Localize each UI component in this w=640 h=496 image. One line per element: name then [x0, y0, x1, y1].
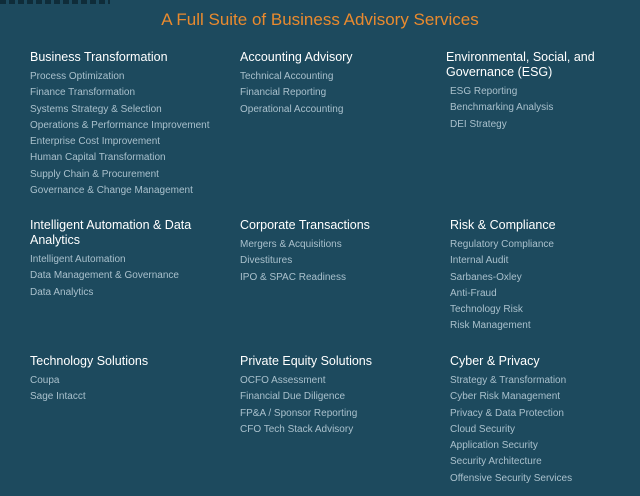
section-esg	[446, 50, 616, 133]
service-link[interactable]: Coupa	[30, 375, 60, 386]
service-link[interactable]: Strategy & Transformation	[450, 375, 567, 386]
service-link[interactable]: FP&A / Sponsor Reporting	[240, 407, 358, 419]
service-link[interactable]: Sage Intacct	[30, 391, 86, 403]
section-private-equity	[236, 354, 426, 438]
service-link[interactable]: Cloud Security	[450, 423, 516, 435]
service-link[interactable]: Operations & Performance Improvement	[30, 119, 210, 131]
section-heading: Business Transformation	[30, 50, 168, 64]
service-link[interactable]: Human Capital Transformation	[30, 152, 166, 164]
service-link[interactable]: Offensive Security Services	[450, 472, 573, 484]
service-link[interactable]: Security Architecture	[450, 456, 542, 468]
section-risk-compliance	[446, 218, 636, 335]
service-link[interactable]: Application Security	[450, 440, 538, 452]
section-heading	[442, 50, 616, 80]
service-link[interactable]: Finance Transformation	[30, 87, 136, 99]
section-heading-text: Environmental, Social, and Governance (ESG)	[446, 50, 595, 79]
service-link[interactable]: Regulatory Compliance	[450, 239, 554, 250]
section-corporate-transactions	[236, 218, 426, 286]
service-link[interactable]: Technical Accounting	[240, 71, 334, 82]
section-heading: Private Equity Solutions	[240, 354, 373, 368]
section-heading: Cyber & Privacy	[450, 354, 540, 368]
service-link[interactable]: Governance & Change Management	[30, 185, 193, 197]
page-title: A Full Suite of Business Advisory Services	[161, 10, 479, 29]
section-heading: Accounting Advisory	[240, 50, 353, 64]
section-heading: Corporate Transactions	[240, 218, 370, 232]
service-link[interactable]: Anti-Fraud	[450, 287, 497, 299]
service-link[interactable]: Financial Due Diligence	[240, 391, 346, 403]
section-business-transformation	[26, 50, 216, 199]
service-link[interactable]: Data Management & Governance	[30, 270, 179, 282]
service-link[interactable]: Technology Risk	[450, 304, 523, 316]
service-link[interactable]: Divestitures	[240, 255, 293, 267]
service-link[interactable]: Mergers & Acquisitions	[240, 239, 342, 250]
service-link[interactable]: IPO & SPAC Readiness	[240, 271, 346, 283]
section-heading: Technology Solutions	[30, 354, 149, 368]
service-link[interactable]: Cyber Risk Management	[450, 391, 561, 403]
service-link[interactable]: Benchmarking Analysis	[450, 102, 554, 114]
top-cropped-strip	[0, 0, 110, 4]
service-link[interactable]: Risk Management	[450, 320, 531, 332]
section-heading-text: Intelligent Automation & Data Analytics	[30, 218, 192, 247]
section-heading: Risk & Compliance	[450, 218, 556, 232]
service-link[interactable]: OCFO Assessment	[240, 375, 326, 386]
service-link[interactable]: Financial Reporting	[240, 87, 327, 99]
service-link[interactable]: Data Analytics	[30, 286, 94, 298]
service-link[interactable]: Intelligent Automation	[30, 254, 126, 265]
section-technology-solutions	[26, 354, 216, 406]
service-link[interactable]: Supply Chain & Procurement	[30, 168, 159, 180]
section-intelligent-automation	[26, 218, 201, 301]
service-link[interactable]: Privacy & Data Protection	[450, 407, 564, 419]
section-heading	[26, 218, 201, 248]
service-link[interactable]: Sarbanes-Oxley	[450, 271, 522, 283]
service-link[interactable]: Enterprise Cost Improvement	[30, 136, 161, 148]
service-link[interactable]: DEI Strategy	[450, 118, 507, 130]
service-link[interactable]: Process Optimization	[30, 71, 125, 82]
section-cyber-privacy	[446, 354, 636, 487]
service-link[interactable]: Internal Audit	[450, 255, 509, 267]
service-link[interactable]: ESG Reporting	[450, 86, 518, 97]
service-link[interactable]: Operational Accounting	[240, 103, 344, 115]
section-accounting-advisory	[236, 50, 426, 118]
service-link[interactable]: Systems Strategy & Selection	[30, 103, 162, 115]
service-link[interactable]: CFO Tech Stack Advisory	[240, 423, 354, 435]
